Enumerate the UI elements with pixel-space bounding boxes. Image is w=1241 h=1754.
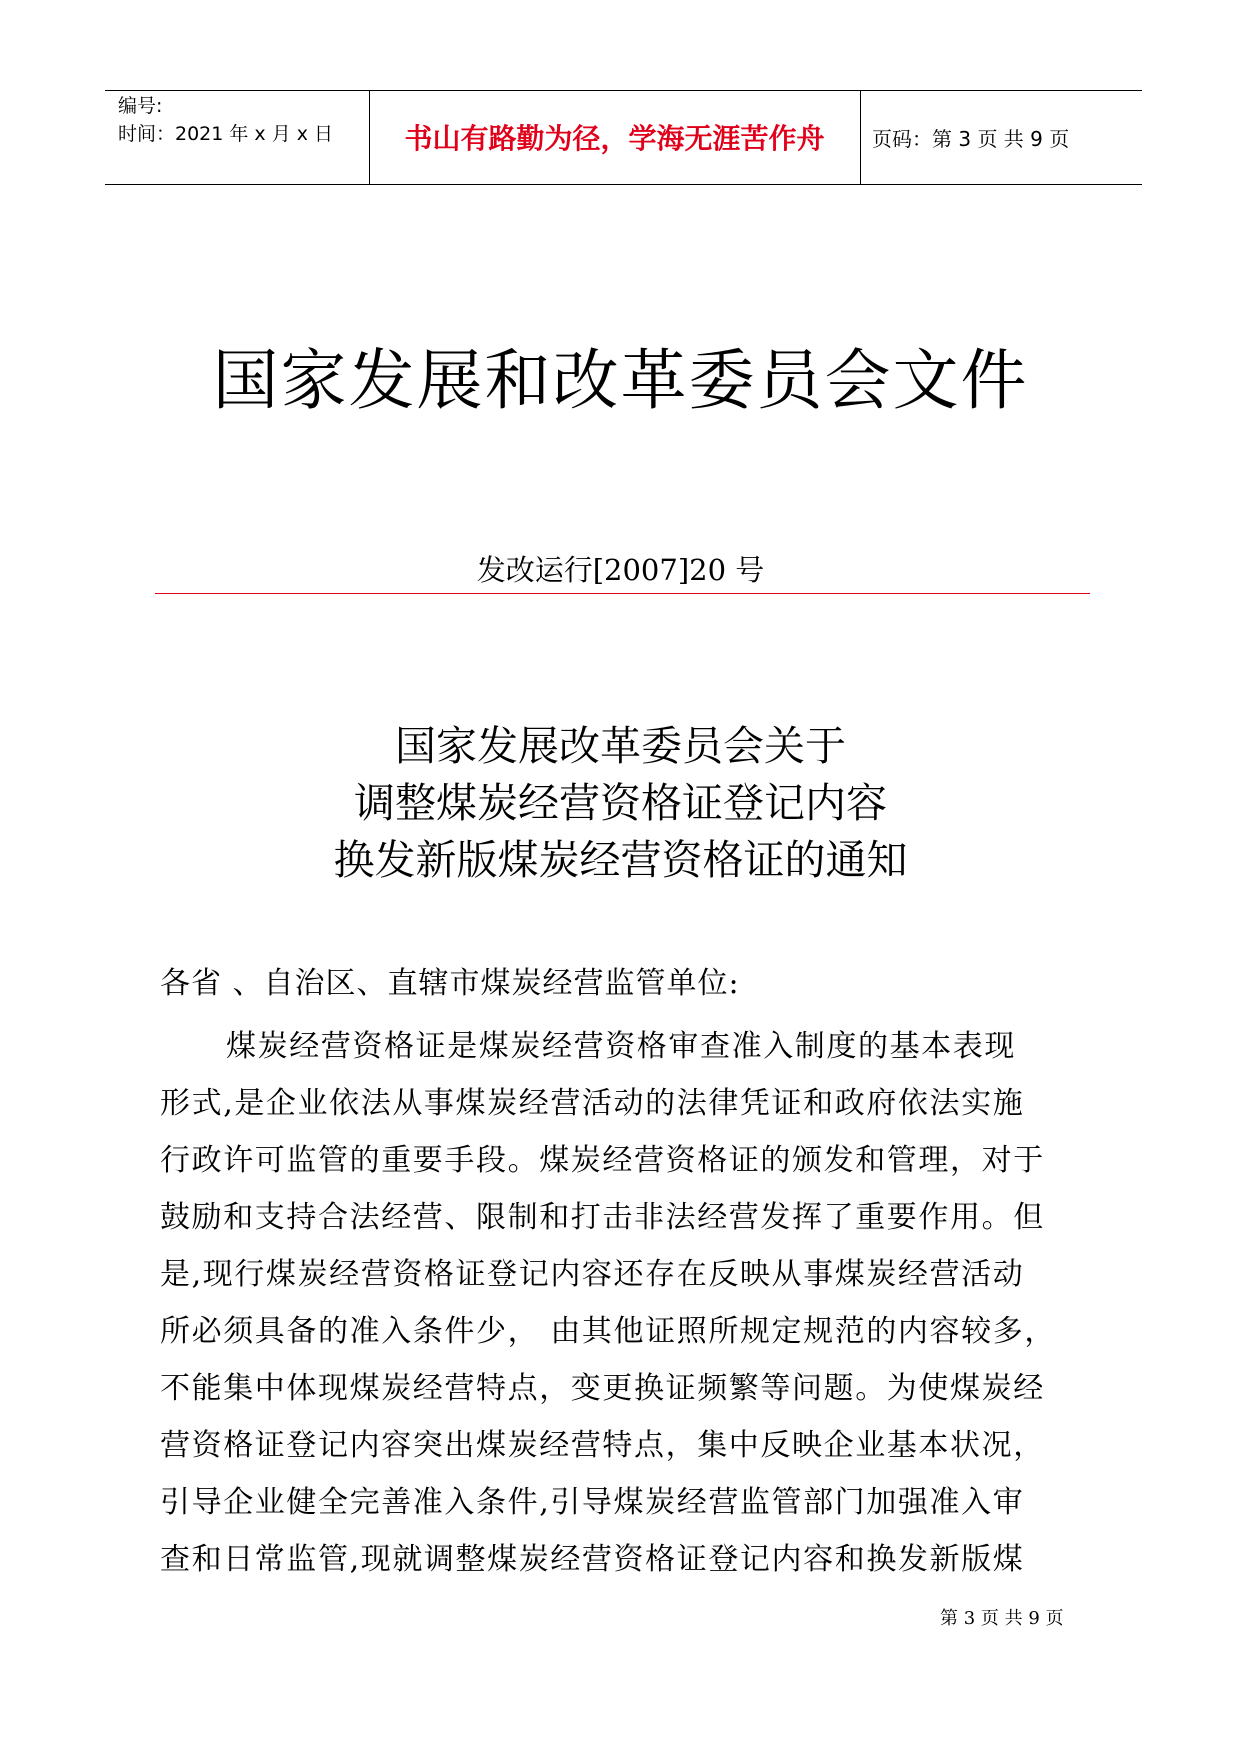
- body-line: 是,现行煤炭经营资格证登记内容还存在反映从事煤炭经营活动: [160, 1257, 1025, 1292]
- body-line: 行政许可监管的重要手段。煤炭经营资格证的颁发和管理，对于: [160, 1143, 1045, 1178]
- body-line: 所必须具备的准入条件少， 由其他证照所规定规范的内容较多，: [160, 1314, 1056, 1349]
- issuer-title: 国家发展和改革委员会文件: [212, 342, 1029, 419]
- header-meta: [118, 92, 366, 148]
- body-text: [160, 1018, 1105, 1588]
- body-line: 煤炭经营资格证是煤炭经营资格审查准入制度的基本表现: [226, 1029, 1016, 1064]
- red-divider-rule: [155, 593, 1090, 594]
- notice-title-line: 换发新版煤炭经营资格证的通知: [333, 836, 908, 884]
- body-line: 不能集中体现煤炭经营特点，变更换证频繁等问题。为使煤炭经: [160, 1371, 1045, 1406]
- footer-page-number: 第 3 页 共 9 页: [940, 1608, 1064, 1629]
- body-line: 鼓励和支持合法经营、限制和打击非法经营发挥了重要作用。但: [160, 1200, 1045, 1235]
- header-number-label: 编号:: [118, 95, 163, 117]
- body-line: 查和日常监管,现就调整煤炭经营资格证登记内容和换发新版煤: [160, 1542, 1025, 1577]
- notice-title-line: 国家发展改革委员会关于: [395, 722, 846, 770]
- document-number: 发改运行[2007]20 号: [476, 553, 765, 587]
- notice-title: [0, 718, 1241, 889]
- body-line: 营资格证登记内容突出煤炭经营特点，集中反映企业基本状况，: [160, 1428, 1045, 1463]
- header-time-label: 时间：2021 年 x 月 x 日: [118, 123, 334, 145]
- body-line: 引导企业健全完善准入条件,引导煤炭经营监管部门加强准入审: [160, 1485, 1025, 1520]
- header-motto: 书山有路勤为径，学海无涯苦作舟: [404, 122, 825, 155]
- header-divider-right: [860, 90, 861, 184]
- header-page-label: 页码：第 3 页 共 9 页: [872, 126, 1070, 151]
- body-line: 形式,是企业依法从事煤炭经营活动的法律凭证和政府依法实施: [160, 1086, 1025, 1121]
- header-bottom-rule: [105, 184, 1142, 185]
- addressee: 各省 、自治区、直辖市煤炭经营监管单位:: [160, 966, 740, 1001]
- notice-title-line: 调整煤炭经营资格证登记内容: [354, 779, 887, 827]
